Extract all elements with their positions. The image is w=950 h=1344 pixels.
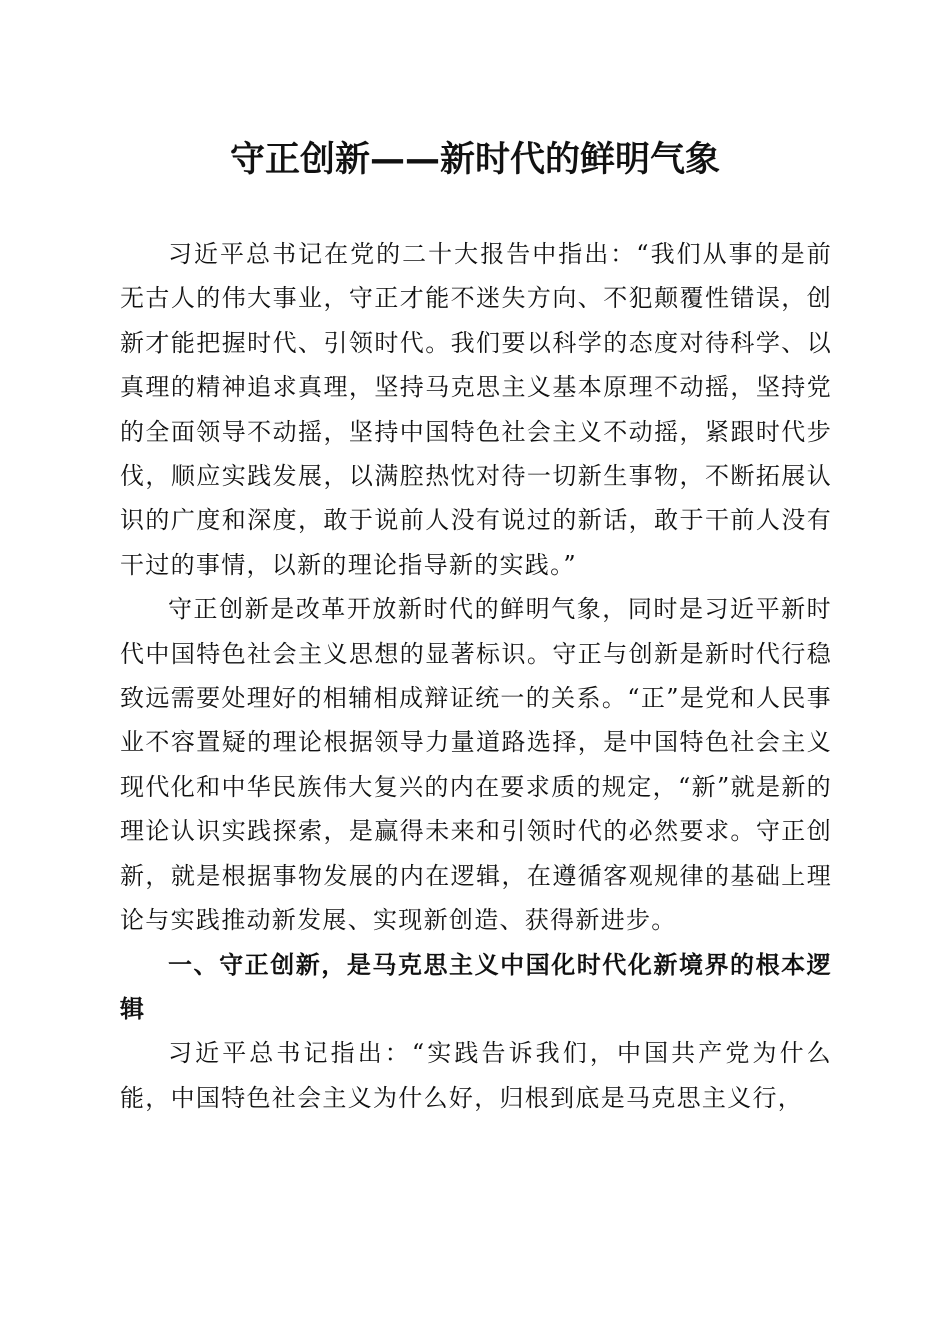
document-body [120, 232, 832, 1120]
document-title: 守正创新——新时代的鲜明气象 [229, 140, 720, 180]
section-heading: 一、守正创新，是马克思主义中国化时代化新境界的根本逻辑 [120, 950, 832, 1023]
section-paragraph: 习近平总书记指出：“实践告诉我们，中国共产党为什么能，中国特色社会主义为什么好，归根到底是马克思主义行， [120, 1039, 832, 1112]
paragraph-2: 守正创新是改革开放新时代的鲜明气象，同时是习近平新时代中国特色社会主义思想的显著标识。守正与创新是新时代行稳致远需要处理好的相辅相成辩证统一的关系。“正”是党和人民事业不容置疑的理论根据领导力量道路选择，是中国特色社会主义现代化和中华民族伟大复兴的内在要求质的规定，“新”就是新的理论认识实践探索，是赢得未来和引领时代的必然要求。守正创新，就是根据事物发展的内在逻辑，在遵循客观规律的基础上理论与实践推动新发展、实现新创造、获得新进步。 [120, 595, 832, 935]
paragraph-1: 习近平总书记在党的二十大报告中指出：“我们从事的是前无古人的伟大事业，守正才能不迷失方向、不犯颠覆性错误，创新才能把握时代、引领时代。我们要以科学的态度对待科学、以真理的精神追求真理，坚持马克思主义基本原理不动摇，坚持党的全面领导不动摇，坚持中国特色社会主义不动摇，紧跟时代步伐，顺应实践发展，以满腔热忱对待一切新生事物，不断拓展认识的广度和深度，敢于说前人没有说过的新话，敢于干前人没有干过的事情，以新的理论指导新的实践。” [120, 240, 832, 579]
